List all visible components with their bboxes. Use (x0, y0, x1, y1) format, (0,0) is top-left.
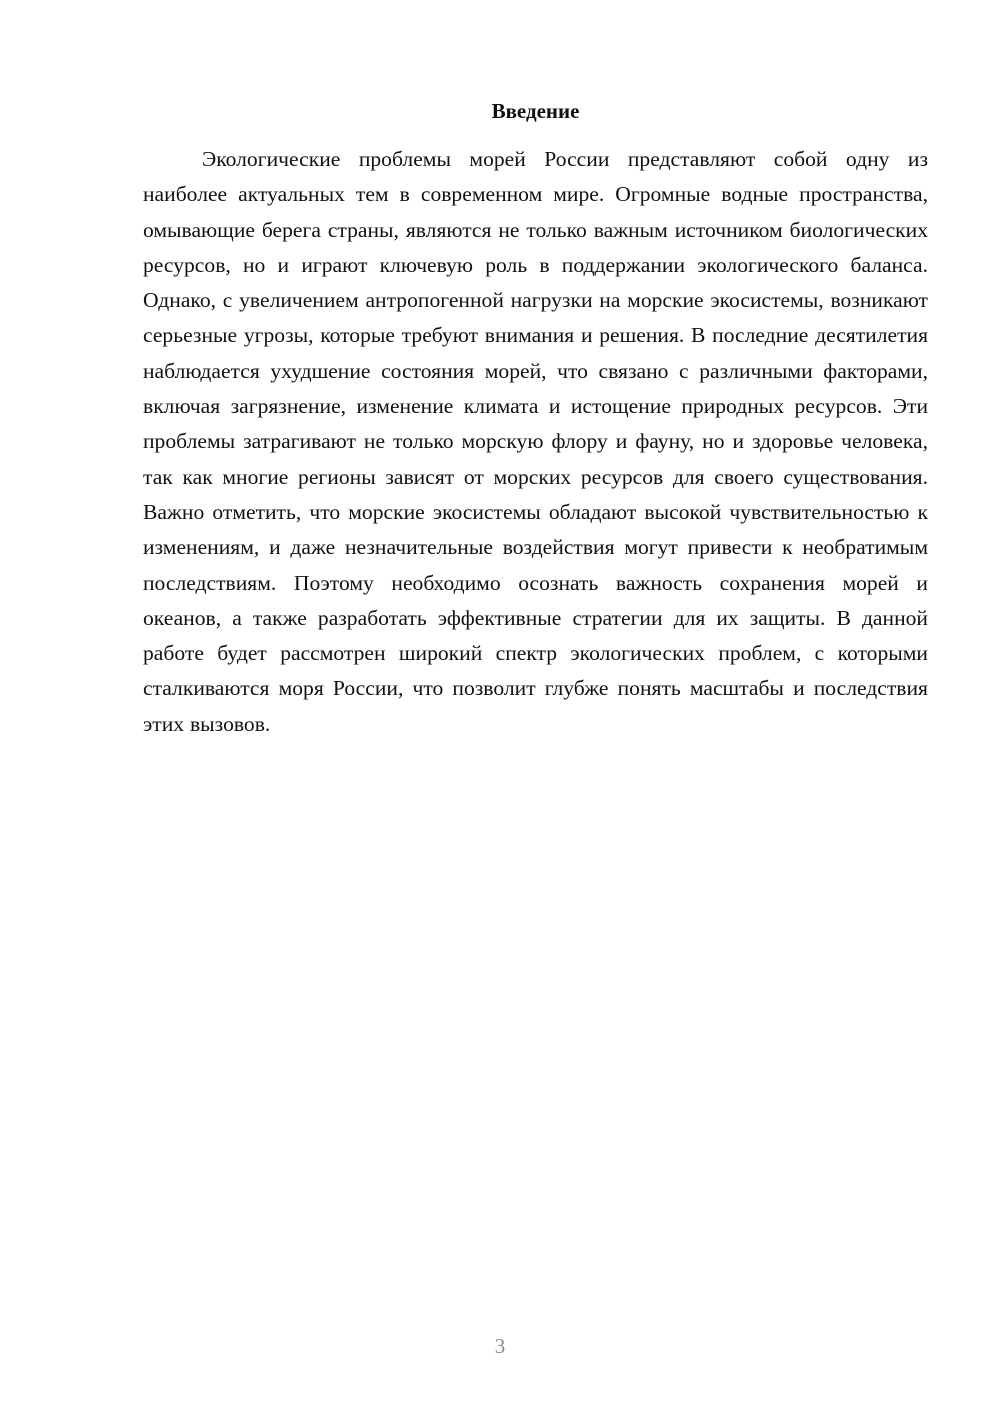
section-heading: Введение (491, 99, 580, 123)
body-paragraph: Экологические проблемы морей России представляют собой одну из наиболее актуальных тем в современном мире. Огромные водные пространства, омывающие берега страны, являются не только важным источником биологических ресурсов, но и играют ключевую роль в поддержании экологического баланса. Однако, с увеличением антропогенной нагрузки на морские экосистемы, возникают серьезные угрозы, которые требуют внимания и решения. В последние десятилетия наблюдается ухудшение состояния морей, что связано с различными факторами, включая загрязнение, изменение климата и истощение природных ресурсов. Эти проблемы затрагивают не только морскую флору и фауну, но и здоровье человека, так как многие регионы зависят от морских ресурсов для своего существования. Важно отметить, что морские экосистемы обладают высокой чувствительностью к изменениям, и даже незначительные воздействия могут привести к необратимым последствиям. Поэтому необходимо осознать важность сохранения морей и океанов, а также разработать эффективные стратегии для их защиты. В данной работе будет рассмотрен широкий спектр экологических проблем, с которыми сталкиваются моря России, что позволит глубже понять масштабы и последствия этих вызовов. (143, 147, 928, 736)
page-number: 3 (494, 1334, 506, 1358)
